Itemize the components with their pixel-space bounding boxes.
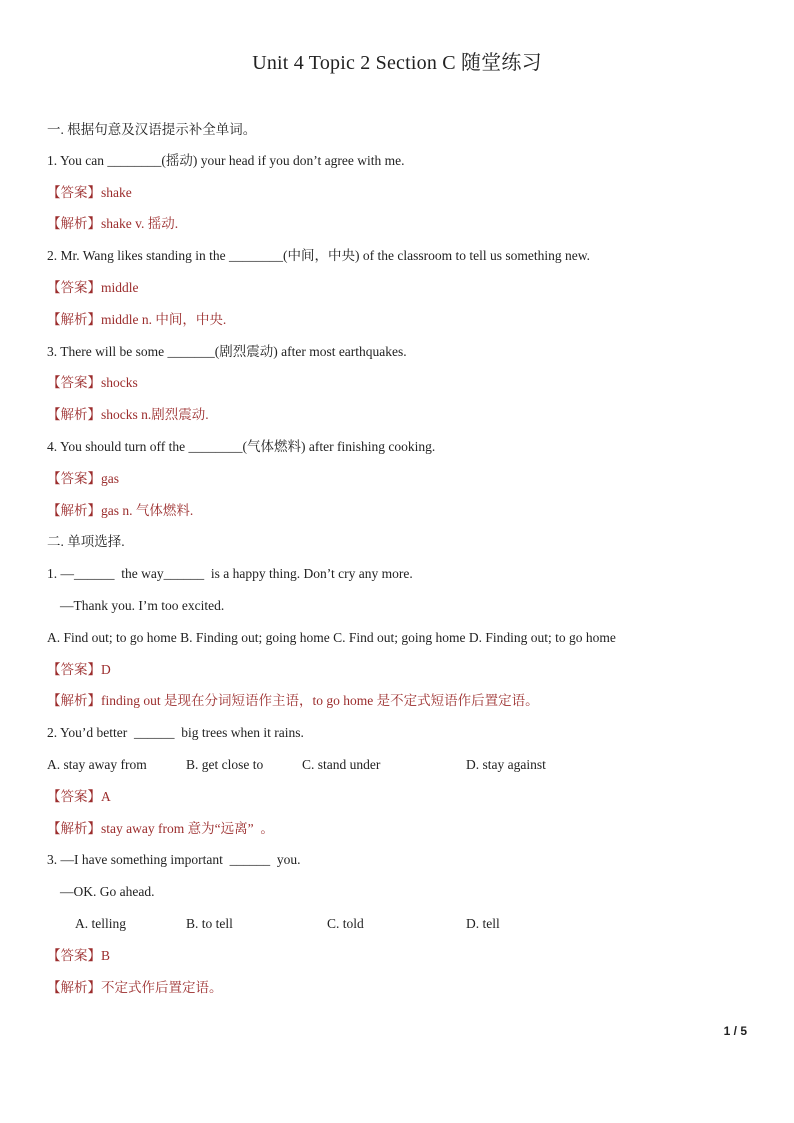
- answer-text: gas: [101, 471, 119, 486]
- option-d: D. tell: [466, 916, 500, 931]
- answer-row: [47, 947, 110, 965]
- option-b: B. to tell: [186, 916, 233, 931]
- page-title: Unit 4 Topic 2 Section C 随堂练习: [252, 52, 542, 74]
- page-number: 1 / 5: [723, 1024, 747, 1038]
- option-b: B. get close to: [186, 757, 264, 772]
- mc-question-2: 2. You’d better ______ big trees when it rains.: [47, 725, 304, 740]
- answer-text: shake: [101, 185, 132, 200]
- analysis-label: 【解析】: [47, 980, 101, 995]
- analysis-label: 【解析】: [47, 693, 101, 708]
- analysis-text: gas n. 气体燃料.: [101, 503, 194, 518]
- answer-label: 【答案】: [47, 375, 101, 390]
- mc-question-1-reply: —Thank you. I’m too excited.: [60, 598, 225, 613]
- section2-heading: 二. 单项选择.: [47, 534, 125, 549]
- analysis-row: [47, 311, 226, 329]
- answer-label: 【答案】: [47, 662, 101, 677]
- answer-label: 【答案】: [47, 471, 101, 486]
- analysis-row: [47, 215, 178, 233]
- analysis-label: 【解析】: [47, 503, 101, 518]
- analysis-text: shake v. 摇动.: [101, 216, 179, 231]
- mc-question-1-options: A. Find out; to go home B. Finding out; going home C. Find out; going home D. Finding out; to go home: [47, 630, 616, 645]
- question-3: 3. There will be some _______(剧烈震动) after most earthquakes.: [47, 344, 407, 359]
- answer-text: middle: [101, 280, 139, 295]
- question-1: 1. You can ________(摇动) your head if you don’t agree with me.: [47, 153, 405, 168]
- analysis-label: 【解析】: [47, 216, 101, 231]
- answer-row: [47, 470, 119, 488]
- option-a: A. stay away from: [47, 757, 147, 772]
- answer-text: shocks: [101, 375, 138, 390]
- mc-question-3: 3. —I have something important ______ you.: [47, 852, 301, 867]
- option-c: C. stand under: [302, 757, 381, 772]
- option-a: A. telling: [75, 916, 126, 931]
- analysis-row: [47, 820, 274, 838]
- answer-row: [47, 184, 132, 202]
- answer-label: 【答案】: [47, 789, 101, 804]
- answer-text: A: [101, 789, 111, 804]
- answer-label: 【答案】: [47, 280, 101, 295]
- answer-label: 【答案】: [47, 948, 101, 963]
- analysis-label: 【解析】: [47, 407, 101, 422]
- analysis-row: [47, 692, 539, 710]
- answer-row: [47, 374, 138, 392]
- analysis-text: shocks n.剧烈震动.: [101, 407, 209, 422]
- answer-text: B: [101, 948, 111, 963]
- analysis-label: 【解析】: [47, 821, 101, 836]
- analysis-row: [47, 406, 209, 424]
- analysis-text: 不定式作后置定语。: [101, 980, 223, 995]
- question-4: 4. You should turn off the ________(气体燃料) after finishing cooking.: [47, 439, 436, 454]
- mc-question-1: 1. —______ the way______ is a happy thing. Don’t cry any more.: [47, 566, 413, 581]
- analysis-text: stay away from 意为“远离” 。: [101, 821, 274, 836]
- answer-row: [47, 279, 139, 297]
- mc-question-3-reply: —OK. Go ahead.: [60, 884, 155, 899]
- option-d: D. stay against: [466, 757, 546, 772]
- analysis-row: [47, 979, 223, 997]
- analysis-label: 【解析】: [47, 312, 101, 327]
- analysis-text: middle n. 中间，中央.: [101, 312, 227, 327]
- answer-label: 【答案】: [47, 185, 101, 200]
- option-c: C. told: [327, 916, 364, 931]
- section1-heading: 一. 根据句意及汉语提示补全单词。: [47, 122, 257, 137]
- analysis-row: [47, 502, 193, 520]
- answer-text: D: [101, 662, 111, 677]
- answer-row: [47, 788, 111, 806]
- analysis-text: finding out 是现在分词短语作主语，to go home 是不定式短语作后置定语。: [101, 693, 539, 708]
- question-2: 2. Mr. Wang likes standing in the ________(中间，中央) of the classroom to tell us something new.: [47, 248, 590, 263]
- answer-row: [47, 661, 111, 679]
